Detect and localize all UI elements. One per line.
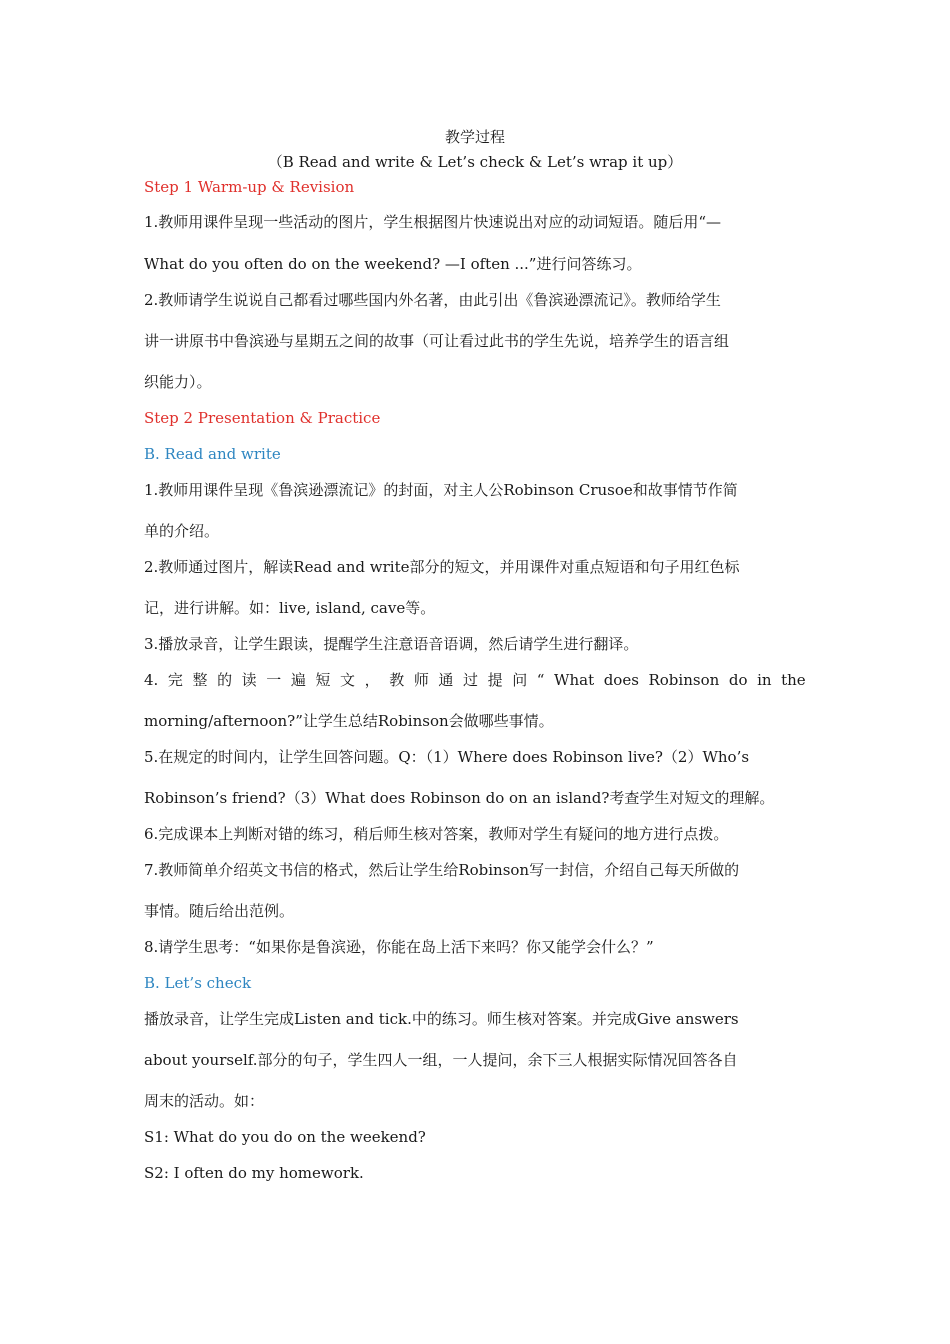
step2-paragraph-5-line-1: 5.在规定的时间内，让学生回答问题。Q：（1）Where does Robinson live?（2）Who’s: [144, 748, 750, 766]
step2-paragraph-6: 6.完成课本上判断对错的练习，稍后师生核对答案，教师对学生有疑问的地方进行点拨。: [144, 825, 729, 843]
justified-word: 教: [389, 671, 405, 689]
justified-word: 一: [266, 671, 282, 689]
justified-word: 完: [167, 671, 183, 689]
step2-paragraph-4-line-1: [144, 670, 806, 690]
step1-paragraph-2-line-1: 2.教师请学生说说自己都看过哪些国内外名著，由此引出《鲁滨逊漂流记》。教师给学生: [144, 291, 721, 309]
justified-word: do: [728, 671, 748, 689]
justified-word: ，: [364, 671, 380, 689]
step1-paragraph-2-line-3: 织能力）。: [144, 373, 212, 391]
lets-check-paragraph-line-2: about yourself.部分的句子，学生四人一组，一人提问，余下三人根据实际情况回答各自: [144, 1051, 738, 1069]
justified-word: does: [603, 671, 639, 689]
dialogue-s2: S2: I often do my homework.: [144, 1164, 364, 1182]
justified-word: in: [757, 671, 772, 689]
lets-check-paragraph-line-3: 周末的活动。如：: [144, 1092, 265, 1110]
justified-word: Robinson: [648, 671, 720, 689]
step2-paragraph-8: 8.请学生思考：“如果你是鲁滨逊，你能在岛上活下来吗？你又能学会什么？”: [144, 938, 654, 956]
step2-heading: Step 2 Presentation & Practice: [144, 409, 381, 427]
justified-word: “: [536, 671, 545, 689]
step2-paragraph-4-line-2: morning/afternoon?”让学生总结Robinson会做哪些事情。: [144, 712, 554, 730]
lets-check-heading: B. Let’s check: [144, 974, 252, 992]
read-and-write-heading: B. Read and write: [144, 445, 281, 463]
justified-word: What: [554, 671, 595, 689]
justified-word: 4.: [144, 671, 159, 689]
step1-paragraph-1-line-2: What do you often do on the weekend? —I often ...”进行问答练习。: [144, 255, 642, 273]
page-subtitle: （B Read and write & Let’s check & Let’s wrap it up）: [267, 153, 683, 171]
justified-word: 短: [315, 671, 331, 689]
step2-paragraph-7-line-2: 事情。随后给出范例。: [144, 902, 295, 920]
justified-word: 文: [340, 671, 356, 689]
justified-word: the: [781, 671, 806, 689]
justified-word: 整: [192, 671, 208, 689]
step1-paragraph-2-line-2: 讲一讲原书中鲁滨逊与星期五之间的故事（可让看过此书的学生先说，培养学生的语言组: [144, 332, 730, 350]
justified-word: 师: [413, 671, 429, 689]
justified-word: 通: [438, 671, 454, 689]
dialogue-s1: S1: What do you do on the weekend?: [144, 1128, 426, 1146]
step2-paragraph-5-line-2: Robinson’s friend?（3）What does Robinson do on an island?考查学生对短文的理解。: [144, 789, 775, 807]
step1-paragraph-1-line-1: 1.教师用课件呈现一些活动的图片，学生根据图片快速说出对应的动词短语。随后用“—: [144, 213, 721, 231]
step2-paragraph-2-line-2: 记，进行讲解。如：live, island, cave等。: [144, 599, 436, 617]
step2-paragraph-7-line-1: 7.教师简单介绍英文书信的格式，然后让学生给Robinson写一封信，介绍自己每天所做的: [144, 861, 740, 879]
justified-word: 过: [463, 671, 479, 689]
justified-word: 问: [512, 671, 528, 689]
step2-paragraph-2-line-1: 2.教师通过图片，解读Read and write部分的短文，并用课件对重点短语和句子用红色标: [144, 558, 740, 576]
lets-check-paragraph-line-1: 播放录音，让学生完成Listen and tick.中的练习。师生核对答案。并完成Give answers: [144, 1010, 739, 1028]
justified-word: 提: [487, 671, 503, 689]
justified-word: 遍: [290, 671, 306, 689]
step2-paragraph-3: 3.播放录音，让学生跟读，提醒学生注意语音语调，然后请学生进行翻译。: [144, 635, 639, 653]
step2-paragraph-1-line-2: 单的介绍。: [144, 522, 220, 540]
justified-word: 的: [217, 671, 233, 689]
justified-word: 读: [241, 671, 257, 689]
step1-heading: Step 1 Warm-up & Revision: [144, 178, 355, 196]
page-title: 教学过程: [444, 128, 505, 146]
step2-paragraph-1-line-1: 1.教师用课件呈现《鲁滨逊漂流记》的封面，对主人公Robinson Crusoe和故事情节作简: [144, 481, 738, 499]
